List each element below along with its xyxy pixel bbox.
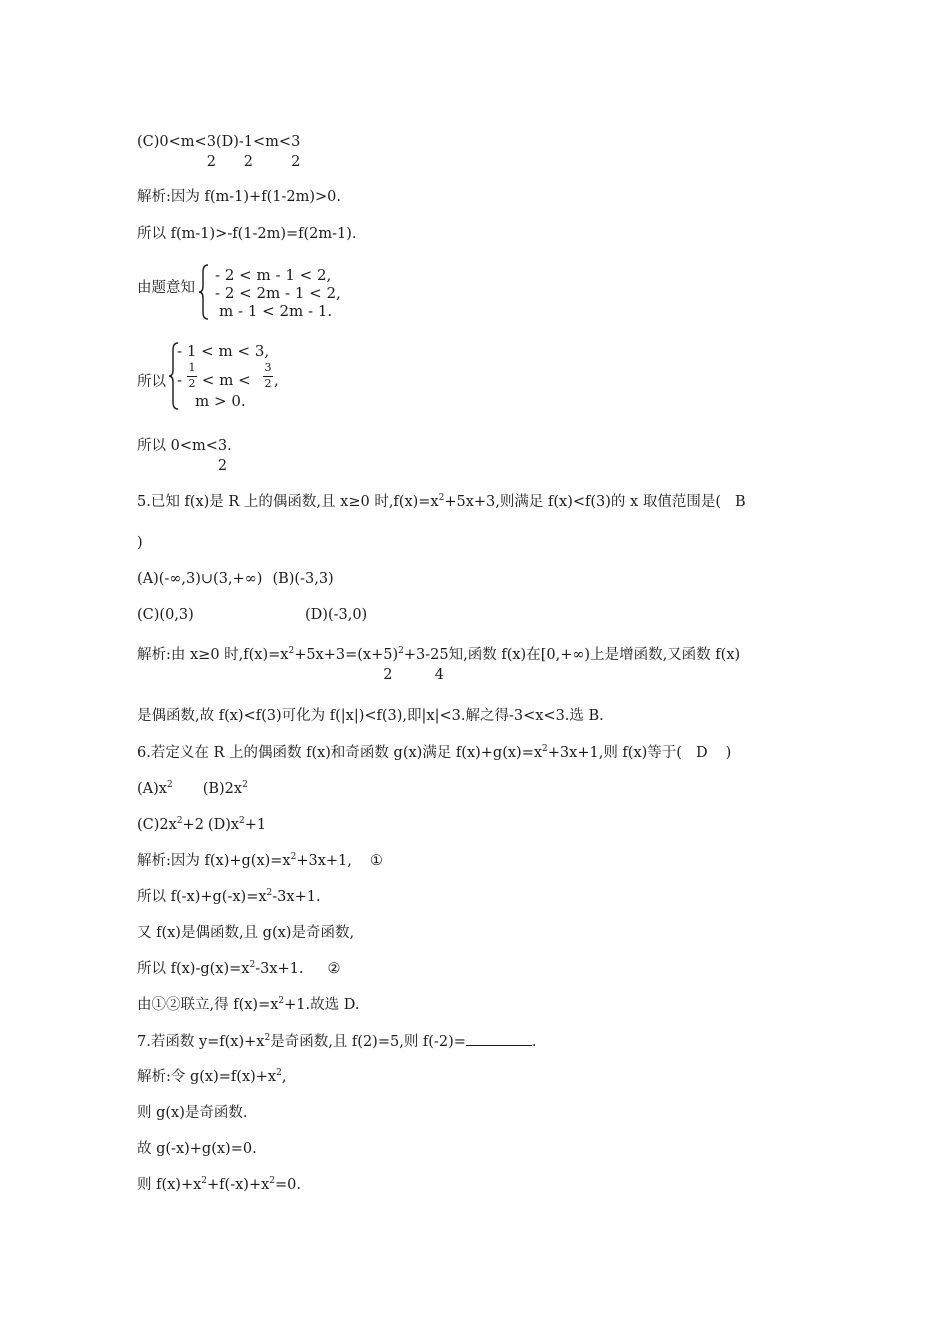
answer-label: D (695, 745, 708, 761)
solution-line-1: 解析:因为 f(m-1)+f(1-2m)>0. (137, 189, 341, 205)
question-5-solution-1: 解析:由 x≥0 时$,f(x)=x^2+5x+3=(x+$ 5 2 )$^2$+3- 25 4 知,函数 f(x)在[0,+∞)上是增函数,又函数 f(x) (137, 646, 741, 683)
question-7: 7.若函数 $y=f(x)+x^2$是奇函数,且 f(2)=5,则 f(-2)= . (137, 1033, 537, 1050)
question-6-options-cd: $(C)2x^2+2$ $(D)x^2+1$ (137, 816, 267, 833)
fraction-1-2: 1 2 (188, 361, 196, 390)
system-row: - 2 < m - 1 < 2, (215, 266, 332, 284)
system-row: m > 0. (195, 392, 246, 410)
equation-marker-1: ① (369, 853, 383, 869)
option-a: (A)(-∞,3)∪(3,+∞) (137, 571, 263, 587)
system-2-rows (177, 342, 279, 412)
question-5-solution-2: 是偶函数,故 f(x)<f(3)可化为 f(|x|)<f(3),即|x|<3.解之得-3<x<3.选 B. (137, 708, 604, 724)
question-6-options-ab: $(A)x^2$ $(B)2x^2$ (137, 780, 248, 797)
question-5-close: ) (137, 535, 143, 551)
system-label: 所以 (137, 374, 166, 390)
question-6-solution-2: 所以 $f(-x)+g(-x)=x^2-3x+1$. (137, 888, 321, 905)
question-5-options-ab (137, 569, 334, 589)
fraction-3-2: 3 2 (264, 361, 272, 390)
question-6-solution-3: 又 f(x)是偶函数,且 g(x)是奇函数, (137, 925, 355, 941)
option-c-text: (C)0<m< (137, 134, 207, 150)
question-5: 5.已知 f(x)是 R 上的偶函数,且 x≥0 时$,f(x)=x^2+5x+3$,则满足 f(x)<f(3)的 x 取值范围是( B (137, 493, 746, 510)
option-b: (B)2x (202, 781, 243, 797)
question-5-options-cd (137, 605, 368, 625)
question-7-solution-3: 故 g(-x)+g(x)=0. (137, 1141, 257, 1157)
solution-line-2: 所以 f(m-1)>-f(1-2m)=f(2m-1). (137, 226, 357, 242)
equation-marker-2: ② (327, 961, 341, 977)
answer-label: B (734, 494, 746, 510)
system-row: m - 1 < 2m - 1. (219, 302, 333, 320)
option-d: (D)x (207, 817, 240, 833)
option-d: (D)(-3,0) (305, 607, 368, 623)
question-6-solution-1: 解析:因为 $f(x)+g(x)=x^2+3x+1$, ① (137, 852, 383, 869)
question-6-solution-4: 所以 $f(x)-g(x)=x^2-3x+1$. ② (137, 960, 341, 977)
option-c: (C)2x (137, 817, 177, 833)
option-cd-line: (C)0<m< 3 2 (D)- 1 2 <m< 3 2 (137, 134, 301, 170)
answer-blank (466, 1031, 532, 1046)
system-1-rows (215, 266, 341, 320)
fraction-25-4: 25 4 (430, 647, 449, 683)
fraction-3-2-b: 3 2 (291, 134, 301, 170)
system-row: - 1 < m < 3, (177, 342, 270, 360)
option-c: (C)(0,3) (137, 607, 194, 623)
fraction-3-2: 3 2 (206, 134, 216, 170)
fraction-5-2: 5 2 (383, 647, 393, 683)
left-brace-icon (198, 264, 210, 320)
fraction-1-2: 1 2 (243, 134, 253, 170)
system-row: - 2 < 2m - 1 < 2, (215, 284, 341, 302)
question-7-solution-4: 则 $f(x)+x^2+f(-x)+x^2=0$. (137, 1176, 301, 1193)
option-a: (A)x (137, 781, 167, 797)
equation-system-2 (137, 340, 437, 412)
solution-line-3: 所以 0<m< 3 2 . (137, 438, 232, 474)
system-row: - 1 2 < m < 3 2 , (177, 361, 279, 390)
equation-system-1 (137, 264, 437, 320)
question-6: 6.若定义在 R 上的偶函数 f(x)和奇函数 g(x)满足 $f(x)+g(x)=x^2+3x+1$,则 f(x)等于( D ) (137, 744, 732, 761)
question-7-solution-1: 解析:令 $g(x)=f(x)+x^2$, (137, 1068, 287, 1085)
option-b: (B)(-3,3) (272, 571, 334, 587)
option-d-text: (D)- (215, 134, 244, 150)
system-label: 由题意知 (137, 280, 195, 296)
question-7-solution-2: 则 g(x)是奇函数. (137, 1105, 248, 1121)
question-6-solution-5: 由①②联立,得 $f(x)=x^2+1$.故选 D. (137, 996, 360, 1013)
fraction-3-2: 3 2 (217, 438, 228, 474)
